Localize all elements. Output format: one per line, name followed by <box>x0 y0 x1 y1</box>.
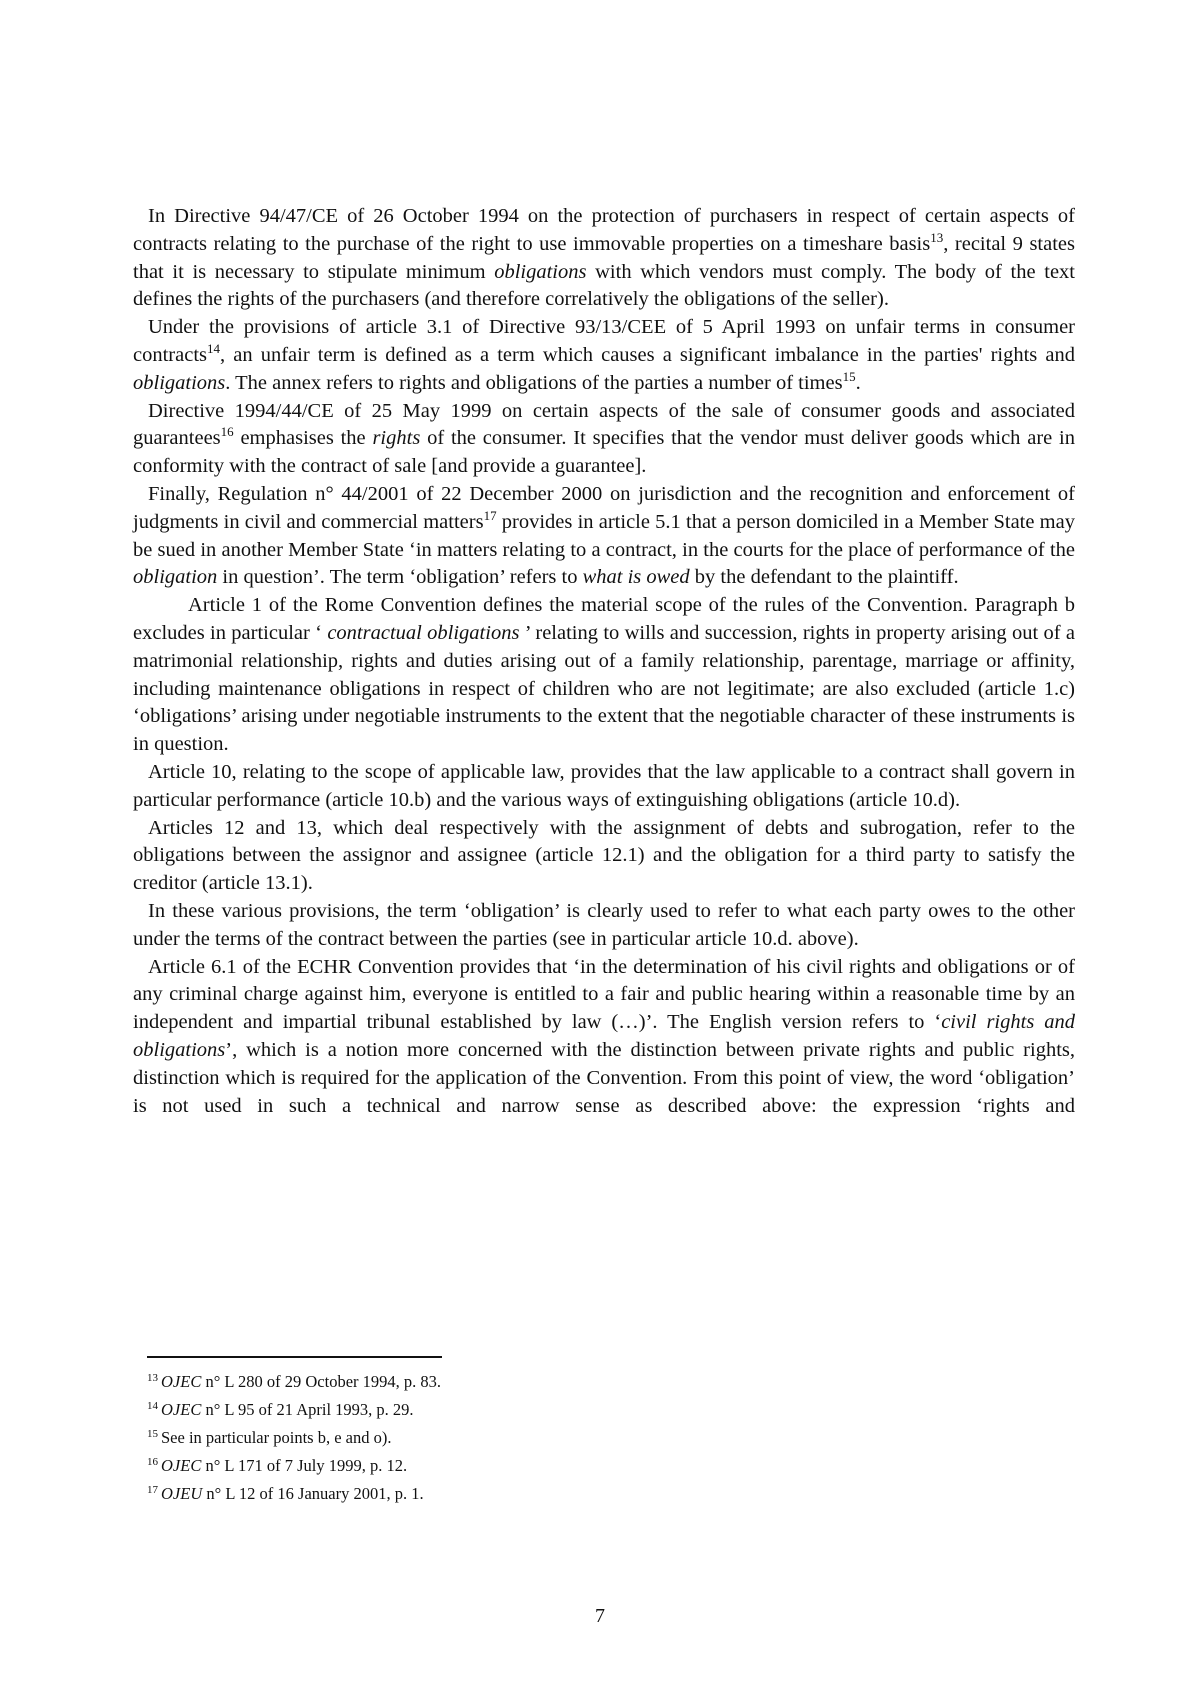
paragraph-text: Article 10, relating to the scope of applicable law, provides that the law applicable to a contract shall govern in particular performance (article 10.b) and the various ways of extinguishing obligations (article 10.d). <box>133 760 1075 811</box>
footnote-16 <box>147 1452 747 1480</box>
footnote-15 <box>147 1424 747 1452</box>
paragraph-consumer-goods <box>133 398 1075 481</box>
footnote-separator <box>147 1356 442 1358</box>
paragraph-text: Articles 12 and 13, which deal respectively with the assignment of debts and subrogation, refer to the obligations between the assignor and assignee (article 12.1) and the obligation for a third party to satisfy the creditor (article 13.1). <box>133 816 1075 895</box>
footnotes <box>147 1368 747 1508</box>
footnote-number: 13 <box>147 1372 158 1384</box>
paragraph-unfair-terms <box>133 314 1075 397</box>
paragraph-text: Finally, Regulation n° 44/2001 of 22 December 2000 on jurisdiction and the recognition and enforcement of judgments in civil and commercial matters <box>133 482 1075 533</box>
paragraph-text: Directive 1994/44/CE of 25 May 1999 on certain aspects of the sale of consumer goods and associated guarantees <box>133 399 1075 450</box>
emphasis-text: obligations <box>133 371 226 394</box>
paragraph-text: , recital 9 states that it is necessary to stipulate minimum <box>133 232 1075 283</box>
paragraph-text: In these various provisions, the term ‘obligation’ is clearly used to refer to what each party owes to the other under the terms of the contract between the parties (see in particular article 10.d. above). <box>133 899 1075 950</box>
footnote-14 <box>147 1396 747 1424</box>
emphasis-text: civil rights and obligations <box>133 1011 1075 1061</box>
emphasis-text: obligations <box>494 260 587 283</box>
paragraph-text: In Directive 94/47/CE of 26 October 1994 on the protection of purchasers in respect of certain aspects of contracts relating to the purchase of the right to use immovable properties on a timeshare basis <box>133 205 1075 255</box>
footnote-17 <box>147 1480 747 1508</box>
paragraph-echr-article-6 <box>133 954 1075 1121</box>
paragraph-text: Under the provisions of article 3.1 of Directive 93/13/CEE of 5 April 1993 on unfair terms in consumer contracts <box>133 316 1075 366</box>
paragraph-text: Article 1 of the Rome Convention defines the material scope of the rules of the Convention. Paragraph b excludes in particular ‘ <box>133 594 1075 644</box>
paragraph-text: . <box>855 371 861 394</box>
paragraph-text: provides in article 5.1 that a person domiciled in a Member State may be sued in another Member State ‘in matters relating to a contract, in the courts for the place of performance of the <box>133 510 1075 561</box>
paragraph-text: . The annex refers to rights and obligations of the parties a number of times <box>225 371 843 394</box>
footnote-journal: OJEC <box>161 1456 202 1475</box>
paragraph-timeshare-directive <box>133 203 1075 314</box>
paragraph-regulation-44-2001 <box>133 481 1075 592</box>
footnote-ref: 16 <box>220 424 234 440</box>
paragraph-obligation-usage <box>133 898 1075 954</box>
footnote-number: 17 <box>147 1484 158 1496</box>
paragraph-text: emphasises the <box>233 427 373 450</box>
footnote-ref: 14 <box>207 340 220 356</box>
paragraph-text: by the defendant to the plaintiff. <box>689 566 959 589</box>
footnote-journal: OJEC <box>161 1400 202 1419</box>
emphasis-text: contractual obligations <box>327 621 520 644</box>
page-number: 7 <box>595 1605 605 1627</box>
footnote-number: 16 <box>147 1456 158 1468</box>
paragraph-articles-12-13 <box>133 815 1075 898</box>
footnote-journal: OJEC <box>161 1372 202 1391</box>
paragraph-text: Article 6.1 of the ECHR Convention provides that ‘in the determination of his civil rights and obligations or of any criminal charge against him, everyone is entitled to a fair and public hearing within a reasonable time by an independent and impartial tribunal established by law (…)’. The English version refers to ‘ <box>133 955 1075 1034</box>
emphasis-text: rights <box>372 427 421 450</box>
footnote-13 <box>147 1368 747 1396</box>
paragraph-text: ’ relating to wills and succession, rights in property arising out of a matrimonial relationship, rights and duties arising out of a family relationship, parentage, marriage or affinity, including maintenance obligations in respect of children who are not legitimate; are also excluded (article 1.c) ‘obligations’ arising under negotiable instruments to the extent that the negotiable character of these instruments is in question. <box>133 621 1076 756</box>
footnote-ref: 15 <box>842 368 856 384</box>
footnote-number: 14 <box>147 1400 158 1412</box>
paragraph-text: in question’. The term ‘obligation’ refers to <box>217 566 583 589</box>
footnote-number: 15 <box>147 1428 158 1440</box>
paragraph-text: ’, which is a notion more concerned with the distinction between private rights and public rights, distinction which is required for the application of the Convention. From this point of view, the word ‘obligation’ is not used in such a technical and narrow sense as described above: the expression ‘rights and <box>133 1038 1075 1117</box>
paragraph-text: with which vendors must comply. The body of the text defines the rights of the purchasers (and therefore correlatively the obligations of the seller). <box>133 260 1075 311</box>
paragraph-rome-convention-article-1 <box>133 592 1075 759</box>
paragraph-text: , an unfair term is defined as a term which causes a significant imbalance in the parties' rights and <box>220 343 1075 366</box>
footnote-text: n° L 12 of 16 January 2001, p. 1. <box>202 1484 424 1503</box>
emphasis-text: what is owed <box>582 566 690 589</box>
footnote-ref: 13 <box>930 229 944 245</box>
footnote-ref: 17 <box>483 507 497 523</box>
footnote-text: n° L 280 of 29 October 1994, p. 83. <box>201 1372 442 1391</box>
emphasis-text: obligation <box>133 566 218 589</box>
paragraph-text: of the consumer. It specifies that the vendor must deliver goods which are in conformity with the contract of sale [and provide a guarantee]. <box>133 427 1075 478</box>
paragraph-article-10 <box>133 759 1075 815</box>
footnote-text: n° L 95 of 21 April 1993, p. 29. <box>201 1400 414 1419</box>
footnote-text: See in particular points b, e and o). <box>161 1428 392 1447</box>
body-text <box>133 203 1075 1120</box>
footnote-journal: OJEU <box>161 1484 203 1503</box>
footnote-text: n° L 171 of 7 July 1999, p. 12. <box>201 1456 408 1475</box>
